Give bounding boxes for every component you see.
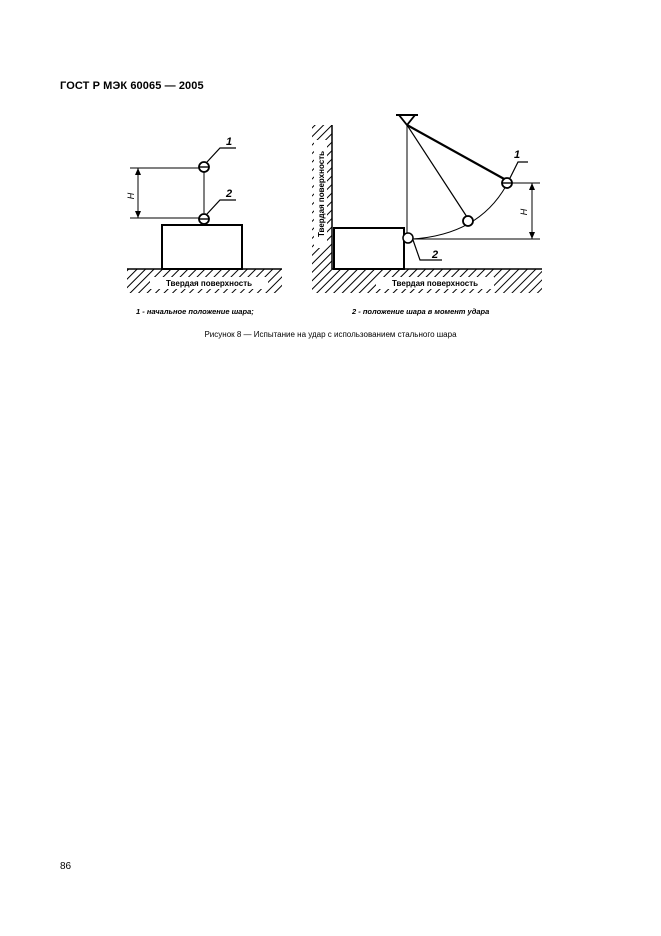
left-label-2: 2 [226, 188, 233, 200]
left-leader-2 [207, 200, 236, 214]
right-ball-intermediate [463, 216, 473, 226]
impact-test-figure [0, 100, 661, 330]
left-diagram [126, 136, 282, 293]
pivot-icon [399, 115, 415, 125]
right-sample-block [334, 228, 404, 269]
left-height-label: H [126, 192, 136, 200]
figure-caption: Рисунок 8 — Испытание на удар с использованием стального шара [204, 330, 457, 339]
swing-arc [412, 186, 506, 239]
left-label-1: 1 [226, 136, 233, 148]
legend-1: 1 - начальное положение шара; [136, 307, 254, 316]
document-header: ГОСТ Р МЭК 60065 — 2005 [60, 80, 204, 92]
left-arrow-down [135, 211, 141, 218]
left-leader-1 [207, 148, 236, 162]
right-arrow-down [529, 232, 535, 239]
page-number: 86 [60, 861, 72, 872]
left-ground-label: Твердая поверхность [165, 279, 253, 288]
pendulum-string-middle [407, 125, 467, 217]
right-arrow-up [529, 183, 535, 190]
right-label-2: 2 [432, 249, 439, 261]
pendulum-string-initial [407, 125, 506, 180]
right-height-label: H [519, 208, 529, 216]
right-ground-label: Твердая поверхность [391, 279, 479, 288]
left-arrow-up [135, 168, 141, 175]
right-ball-impact [403, 233, 413, 243]
right-diagram [312, 115, 542, 293]
left-sample-block [162, 225, 242, 269]
right-wall-label: Твердая поверхность [317, 150, 326, 238]
right-leader-1 [510, 162, 528, 178]
legend-2: 2 - положение шара в момент удара [352, 307, 490, 316]
right-label-1: 1 [514, 149, 521, 161]
